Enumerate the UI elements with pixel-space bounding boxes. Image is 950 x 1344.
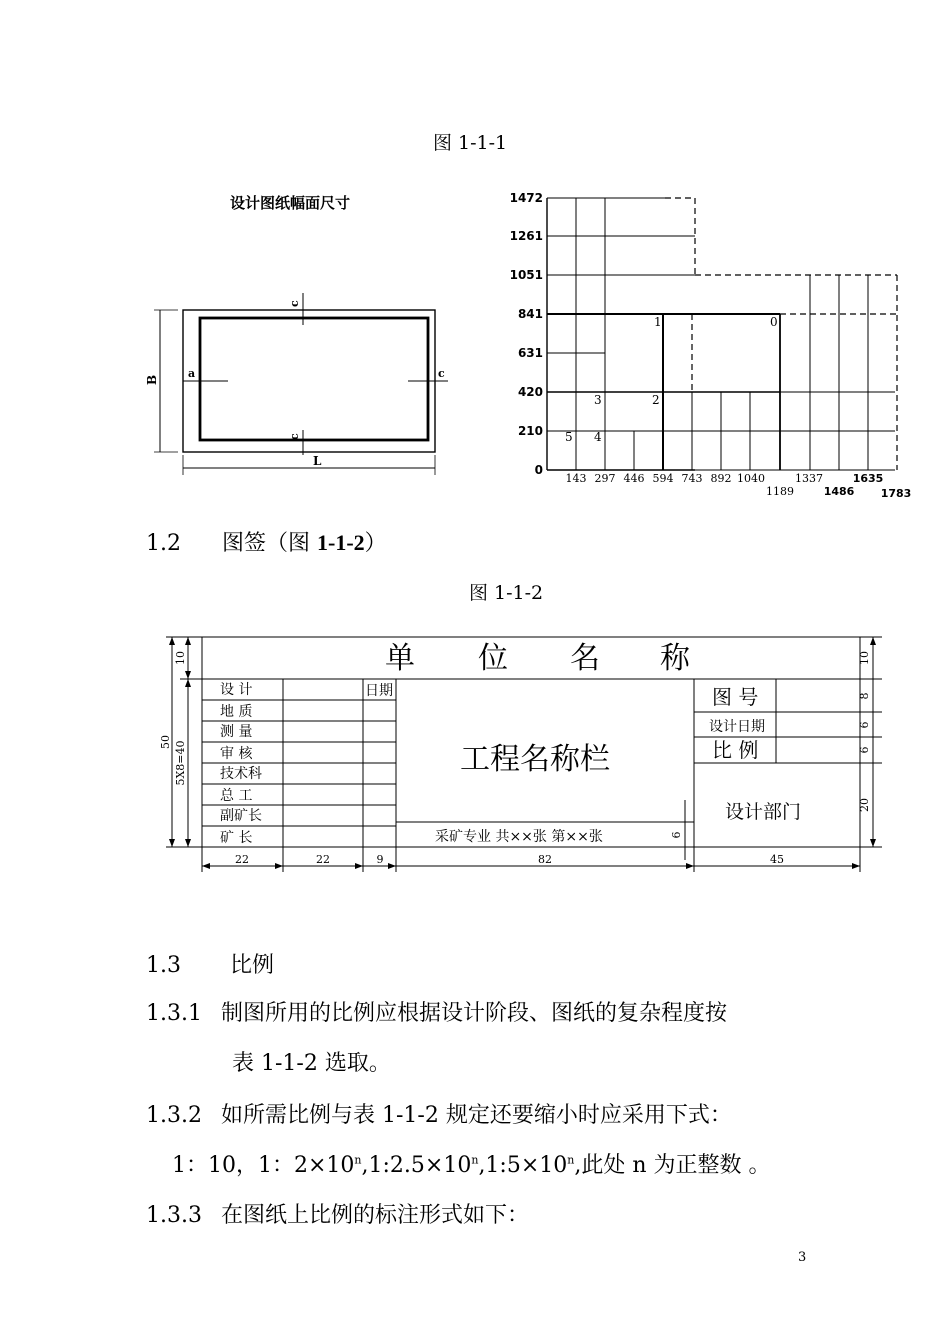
- section-number: 1.3: [146, 953, 181, 978]
- paragraph-1-3-1: [146, 996, 727, 1027]
- unit-name-char: 名: [570, 641, 600, 676]
- x-tick: 143: [565, 472, 587, 485]
- fig2-caption: 图 1-1-2: [469, 582, 544, 604]
- paragraph-1-3-3: [146, 1198, 529, 1229]
- para-text: 在图纸上比例的标注形式如下：: [220, 1203, 529, 1228]
- para-text: 制图所用的比例应根据设计阶段、图纸的复杂程度按: [220, 1001, 727, 1026]
- para-number: 1.3.3: [146, 1203, 202, 1228]
- para-text: 如所需比例与表 1-1-2 规定还要缩小时应采用下式：: [220, 1103, 732, 1128]
- x-tick: 297: [594, 472, 616, 485]
- project-name: 工程名称栏: [460, 742, 610, 777]
- design-dept-label: 设计部门: [725, 801, 802, 823]
- dim-bottom: 9: [376, 853, 384, 866]
- dim-right: 10: [858, 651, 871, 665]
- region-label: 1: [654, 315, 662, 329]
- unit-name-char: 单: [385, 641, 415, 676]
- x-tick: 1635: [852, 472, 884, 485]
- dim-right: 6: [858, 746, 871, 754]
- x-tick: 1189: [766, 485, 794, 498]
- formula-exponent: n: [567, 1153, 575, 1167]
- para-number: 1.3.1: [146, 1001, 202, 1026]
- y-tick: 631: [517, 346, 543, 360]
- role-label: 技术科: [220, 766, 262, 782]
- role-label: 设 计: [220, 682, 253, 698]
- section-1-3-heading: [146, 948, 274, 979]
- y-tick: 210: [517, 424, 543, 438]
- sheet-info: 采矿专业 共××张 第××张: [435, 829, 603, 845]
- dim-bottom: 22: [316, 853, 330, 866]
- label-c-bottom: c: [288, 433, 301, 440]
- region-label: 0: [770, 315, 778, 329]
- x-tick: 743: [681, 472, 703, 485]
- dim-left: 50: [159, 735, 172, 749]
- label-L: L: [313, 454, 322, 468]
- x-tick: 1486: [823, 485, 855, 498]
- y-tick: 0: [534, 463, 543, 477]
- role-label: 总 工: [220, 788, 253, 804]
- section-title-end: ）: [364, 531, 387, 556]
- role-label: 测 量: [220, 724, 253, 740]
- formula-part: ,1:2.5×10: [361, 1153, 472, 1178]
- dim-left: 10: [174, 651, 187, 665]
- region-label: 5: [565, 430, 573, 444]
- x-tick: 1337: [795, 472, 823, 485]
- label-c-right: c: [438, 367, 445, 380]
- y-tick: 841: [517, 307, 543, 321]
- sheet-format-diagram: [145, 285, 458, 480]
- title-block-diagram: [160, 630, 890, 875]
- x-tick: 1783: [880, 487, 912, 500]
- unit-name-char: 称: [660, 641, 690, 676]
- region-label: 3: [594, 393, 602, 407]
- role-label: 审 核: [220, 746, 253, 762]
- section-number: 1.2: [146, 531, 181, 556]
- label-c-top: c: [288, 300, 301, 307]
- formula-part: 1：10，1：2×10: [172, 1153, 355, 1178]
- x-tick: 892: [710, 472, 732, 485]
- section-title: 图签（图: [222, 531, 317, 556]
- region-label: 4: [594, 430, 602, 444]
- formula-exponent: n: [354, 1153, 362, 1167]
- fig1-left-title: 设计图纸幅面尺寸: [230, 194, 351, 212]
- sheet-size-grid: [500, 188, 920, 506]
- page-number: 3: [798, 1250, 807, 1265]
- scale-formula: [172, 1148, 771, 1179]
- x-tick: 446: [623, 472, 645, 485]
- date-header: 日期: [365, 683, 393, 699]
- dim-left: 5X8=40: [174, 740, 187, 786]
- role-label: 地 质: [220, 704, 253, 720]
- y-tick: 420: [517, 385, 543, 399]
- label-a: a: [188, 367, 196, 380]
- y-tick: 1472: [509, 191, 543, 205]
- section-title-ref: 1-1-2: [317, 530, 365, 555]
- formula-part: ,此处 n 为正整数 。: [574, 1153, 771, 1178]
- scale-label: 比 例: [712, 738, 759, 762]
- role-label: 矿 长: [220, 830, 253, 846]
- y-tick: 1051: [509, 268, 543, 282]
- paragraph-1-3-1-cont: 表 1-1-2 选取。: [232, 1051, 391, 1076]
- dim-right: 8: [858, 692, 871, 700]
- x-tick: 1040: [737, 472, 765, 485]
- section-1-2-heading: [146, 526, 387, 557]
- design-date-label: 设计日期: [709, 719, 765, 735]
- x-tick: 594: [652, 472, 674, 485]
- formula-part: ,1:5×10: [478, 1153, 568, 1178]
- dim-right: 20: [858, 798, 871, 812]
- label-B: B: [145, 374, 159, 385]
- section-title: 比例: [230, 953, 275, 978]
- region-label: 2: [652, 393, 660, 407]
- dim-bottom: 82: [538, 853, 552, 866]
- dim-bottom: 22: [235, 853, 249, 866]
- unit-name-char: 位: [478, 641, 508, 676]
- drawing-no-label: 图 号: [712, 685, 759, 709]
- formula-exponent: n: [471, 1153, 479, 1167]
- paragraph-1-3-2: [146, 1098, 732, 1129]
- y-tick: 1261: [509, 229, 543, 243]
- dim-bottom: 45: [770, 853, 784, 866]
- dim-right: 6: [858, 721, 871, 729]
- para-number: 1.3.2: [146, 1103, 202, 1128]
- fig1-caption: 图 1-1-1: [433, 132, 508, 154]
- dim-sheet-height: 6: [670, 831, 683, 839]
- role-label: 副矿长: [220, 808, 262, 824]
